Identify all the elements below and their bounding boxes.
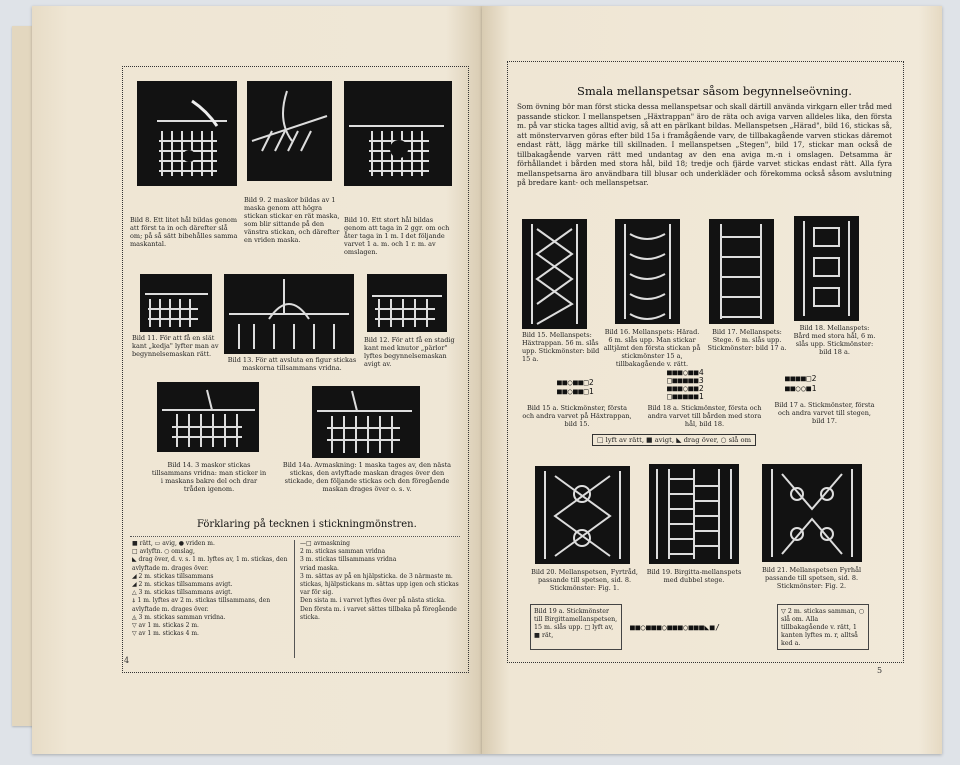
bild10-photo: [344, 81, 452, 186]
bild16-photo: [615, 219, 680, 324]
legend-item: ⍋ 1 m. lyftes av 2 m. stickas tillsammans, den avlyftade m. drages över.: [132, 597, 271, 613]
legend-item: ◬ 3 m. stickas samman vridna.: [132, 613, 226, 621]
legend-item: Den första m. i varvet sättes tillbaka på föregående sticka.: [300, 605, 457, 621]
intro-text: Som övning bör man först sticka dessa mellanspetsar och skall därtill använda virkgarn eller tråd med passande stickor. I mellanspetsen „Häxtrappan" äro de räta och aviga varven alldeles lika, den första m. på var sticka tages alltid avig, så att en pärlkant bildas. Mellanspetsen „Härad", bild 16, stickas så, att mönstervarven göras efter bild 15a i framågående varv, de tillbakagående varven stickas däremot endast rätt, lägg märke till skillnaden. I mellanspetsen „Stegen", bild 17, stickar man också de tillbakagående varven rätt med undantag av den ena aviga m.-n i omslagen. Detsamma är förhållandet i bården med stora hål, bild 18; tredje och fjärde varvet stickas endast rätt. Alla fyra mellanspetsarna äro användbara till blusar och underkläder och förekomma också såsom avslutning på bredare kant- och mellanspetsar.: [517, 102, 892, 187]
pattern-18a-row4: ■■■○■■4: [667, 368, 705, 377]
bild17-photo: [709, 219, 774, 324]
bild17-caption: Bild 17. Mellanspets: Stege. 6 m. slås upp. Stickmönster: bild 17 a.: [707, 328, 787, 352]
legend-item: ◣ drag över, d. v. s. 1 m. lyftes av, 1 m. stickas, den avlyftade m. drages över.: [132, 556, 288, 572]
page-title: Smala mellanspetsar såsom begynnelseövning.: [577, 84, 852, 98]
legend-item: ◢ 2 m. stickas tillsammans avigt.: [132, 581, 233, 589]
pattern-15a-row1: ■■○■■□1: [557, 387, 595, 396]
note-text: ▽ 2 m. stickas samman, ○ slå om. Alla tillbakagående v. rätt, 1 kanten lyftes m. r, alltså ked a.: [781, 608, 865, 647]
bild18a-caption: Bild 18 a. Stickmönster, första och andra varvet till bården med stora hål, bild 18.: [647, 404, 762, 428]
bild16-caption: Bild 16. Mellanspets: Härad. 6 m. slås upp. Man stickar alltjämt den första stickan på stickmönster 15 a, tillbakagående v. rätt.: [603, 328, 701, 368]
legend-item: □ avlyftn. ○ omslag,: [132, 548, 195, 556]
pattern-15a-row2: ■■○■■□2: [557, 378, 595, 387]
bild13-photo: [224, 274, 354, 354]
bild20-photo: [535, 466, 630, 564]
bild17a-caption: Bild 17 a. Stickmönster, första och andra varvet till stegen, bild 17.: [774, 401, 875, 425]
bild14-caption: Bild 14. 3 maskor stickas tillsammans vridna: man sticker in i maskans bakre del och drar tråden igenom.: [151, 461, 267, 493]
pattern-18a-row3: □■■■■■3: [667, 376, 705, 385]
bild8-photo: [137, 81, 237, 186]
legend-item: ▽ av 1 m. stickas 4 m.: [132, 630, 199, 638]
legend-divider: [130, 536, 460, 537]
legend-item: ■ rätt, ▭ avig, ● vriden m.: [132, 540, 215, 547]
bild14-photo: [157, 382, 259, 452]
bild18-caption: Bild 18. Mellanspets: Bård med stora hål, 6 m. slås upp. Stickmönster: bild 18 a.: [793, 324, 876, 356]
right-page-number: 5: [877, 666, 883, 675]
bild19a-caption: Bild 19 a. Stickmönster till Birgittamellanspetsen, 15 m. slås upp. □ lyft av, ■ rät,: [534, 608, 618, 639]
legend-item: △ 3 m. stickas tillsammans avigt.: [132, 589, 233, 597]
note-box: [777, 604, 869, 650]
legend-item: Den sista m. i varvet lyftes över på nästa sticka.: [300, 597, 446, 605]
bild8-caption: Bild 8. Ett litet hål bildas genom att först ta in och därefter slå om; på så sätt bibehålles samma maskantal.: [130, 216, 238, 248]
bild18-photo: [794, 216, 859, 321]
legend-right-column: [300, 540, 460, 622]
legend-item: vriad maska.: [300, 564, 339, 572]
bild11-photo: [140, 274, 212, 332]
legend-item: ◢ 2 m. stickas tillsammans: [132, 572, 214, 580]
legend-item: 3 m. sättas av på en hjälpsticka. de 3 närmaste m. stickas, hjälpstickans m. sättas upp igen och stickas var för sig.: [300, 572, 459, 597]
bild15a-caption: Bild 15 a. Stickmönster, första och andra varvet på Häxtrappan, bild 15.: [522, 404, 632, 428]
bild12-caption: Bild 12. För att få en stadig kant med knutor „pärlor" lyftes begynnelsemaskan avigt av.: [364, 336, 455, 368]
legend-item: 3 m. stickas tillsammans vridna: [300, 556, 397, 564]
bild9-photo: [247, 81, 332, 181]
bild13-caption: Bild 13. För att avsluta en figur stickas maskorna tillsammans vridna.: [227, 356, 357, 372]
pattern-17a-row2: ■■■■□2: [785, 374, 817, 383]
bild20-caption: Bild 20. Mellanspetsen, Fyrtråd, passande till spetsen, sid. 8. Stickmönster: Fig. 1.: [531, 568, 638, 592]
symbol-key: □ lyft av rätt, ■ avigt, ◣ drag över, ○ slå om: [592, 434, 756, 446]
bild14a-caption: Bild 14a. Avmaskning: 1 maska tages av, den nästa stickas, den avlyftade maskan drages över den stickade, den följande stickas och den föregående maskan drages över o. s. v.: [282, 461, 452, 493]
bild10-caption: Bild 10. Ett stort hål bildas genom att taga in 2 ggr. om och åter taga in 1 m. I det följande varvet 1 a. m. och 1 r. m. av omslagen.: [344, 216, 450, 256]
legend-column-divider: [294, 540, 295, 658]
legend-left-column: [132, 540, 290, 638]
bild11-caption: Bild 11. För att få en slät kant „kedja" lyfter man av begynnelsemaskan rätt.: [132, 334, 219, 358]
bild19-caption: Bild 19. Birgitta-mellanspets med dubbel stege.: [646, 568, 742, 584]
bild14a-photo: [312, 386, 420, 458]
bild19-photo: [649, 464, 739, 564]
pattern-18a-row2: ■■■○■■2: [667, 384, 705, 393]
booklet: [12, 6, 942, 754]
pattern-17a-row1: ■■○○■1: [785, 384, 817, 393]
right-page: [482, 6, 942, 754]
bild15-caption: Bild 15. Mellanspets: Häxtrappan. 56 m. slås upp. Stickmönster: bild 15 a.: [522, 331, 600, 363]
legend-item: —□ avmaskning: [300, 540, 351, 547]
bild15-photo: [522, 219, 587, 329]
bild21-caption: Bild 21. Mellanspetsen Fyrhål passande till spetsen, sid. 8. Stickmönster: Fig. 2.: [761, 566, 862, 590]
pattern-18a-row1: □■■■■■1: [667, 392, 705, 401]
pattern-19a: ■■○■■■○■■■○■■■◣■/: [630, 623, 721, 632]
bild9-caption: Bild 9. 2 maskor bildas av 1 maska genom att högra stickan stickar en rät maska, som blir sittande på den vänstra stickan, och därefter en vriden maska.: [244, 196, 340, 244]
bild19a-caption-box: [530, 604, 622, 650]
legend-title: Förklaring på tecknen i stickningmönstren.: [197, 519, 417, 530]
bild21-photo: [762, 464, 862, 562]
left-page-number: 4: [124, 656, 130, 665]
bild12-photo: [367, 274, 447, 332]
legend-item: ▽ av 1 m. stickas 2 m.: [132, 622, 199, 630]
left-page: [32, 6, 482, 754]
legend-item: 2 m. stickas samman vridna: [300, 548, 386, 556]
